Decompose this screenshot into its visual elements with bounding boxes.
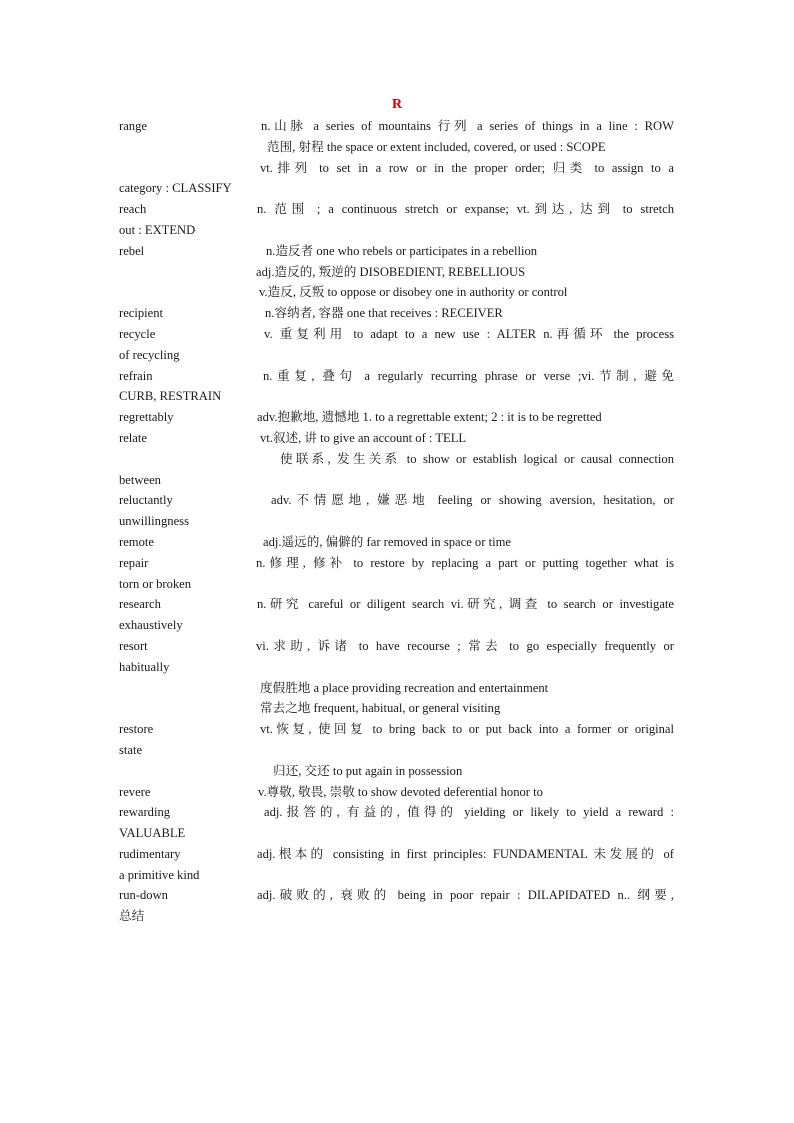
definition-line: vi.求助, 诉诸 to have recourse ; 常去 to go especially frequently or	[256, 638, 674, 653]
entry-research-cont	[119, 615, 674, 636]
definition-line: adj.造反的, 叛逆的 DISOBEDIENT, REBELLIOUS	[256, 264, 526, 279]
definition-line: n.修理, 修补 to restore by replacing a part or putting together what is	[256, 555, 674, 570]
definition-continuation: 总结	[119, 909, 145, 924]
entry-remote	[119, 532, 674, 553]
headword: research	[119, 597, 161, 612]
headword: relate	[119, 430, 147, 445]
definition-line: v.尊敬, 敬畏, 崇敬 to show devoted deferential honor to	[258, 784, 543, 799]
entry-restore-cont	[119, 740, 674, 761]
vocabulary-list	[119, 116, 674, 927]
entry-regrettably	[119, 407, 674, 428]
definition-line: v. 重复利用 to adapt to a new use : ALTER n.再循环 the process	[264, 326, 674, 341]
section-letter: R	[391, 97, 403, 112]
definition-line: 范围, 射程 the space or extent included, covered, or used : SCOPE	[267, 139, 606, 154]
entry-rewarding	[119, 802, 674, 823]
definition-line: n.容纳者, 容器 one that receives : RECEIVER	[265, 306, 503, 321]
definition-line: vt.排列 to set in a row or in the proper order; 归类 to assign to a	[260, 160, 674, 175]
definition-continuation: of recycling	[119, 347, 180, 362]
entry-restore-line-2	[119, 761, 674, 782]
entry-resort-line-3	[119, 698, 674, 719]
definition-line: 度假胜地 a place providing recreation and entertainment	[260, 680, 549, 695]
entry-refrain	[119, 366, 674, 387]
definition-line: 归还, 交还 to put again in possession	[273, 763, 463, 778]
headword: run-down	[119, 888, 168, 903]
entry-range-line-2	[119, 137, 674, 158]
entry-reach-cont	[119, 220, 674, 241]
definition-line: adv.抱歉地, 遗憾地 1. to a regrettable extent; 2 : it is to be regretted	[257, 410, 602, 425]
definition-continuation: CURB, RESTRAIN	[119, 389, 222, 404]
definition-line: adj.根本的 consisting in first principles: FUNDAMENTAL 未发展的 of	[257, 846, 674, 861]
definition-line: adj.遥远的, 偏僻的 far removed in space or time	[263, 534, 511, 549]
entry-resort-line-2	[119, 678, 674, 699]
definition-continuation: category : CLASSIFY	[119, 181, 232, 196]
entry-reluctantly-cont	[119, 511, 674, 532]
definition-continuation: exhaustively	[119, 618, 183, 633]
definition-line: adj.破败的, 衰败的 being in poor repair : DILAPIDATED n.. 纲要,	[257, 888, 674, 903]
entry-repair	[119, 553, 674, 574]
entry-recycle-cont	[119, 345, 674, 366]
headword: remote	[119, 534, 154, 549]
entry-relate-cont	[119, 470, 674, 491]
entry-recipient	[119, 303, 674, 324]
definition-line: adv.不情愿地, 嫌恶地 feeling or showing aversion, hesitation, or	[271, 493, 674, 508]
entry-resort	[119, 636, 674, 657]
headword: rewarding	[119, 805, 171, 820]
entry-rudimentary	[119, 844, 674, 865]
entry-revere	[119, 782, 674, 803]
entry-rebel-line-2	[119, 262, 674, 283]
headword: reach	[119, 202, 147, 217]
entry-range	[119, 116, 674, 137]
definition-continuation: torn or broken	[119, 576, 192, 591]
definition-line: vt.恢复, 使回复 to bring back to or put back into a former or original	[260, 722, 674, 737]
headword: restore	[119, 722, 154, 737]
entry-refrain-cont	[119, 386, 674, 407]
headword: repair	[119, 555, 149, 570]
definition-continuation: state	[119, 742, 143, 757]
entry-recycle	[119, 324, 674, 345]
definition-line: 常去之地 frequent, habitual, or general visiting	[260, 701, 501, 716]
definition-line: v.造反, 反叛 to oppose or disobey one in authority or control	[259, 285, 568, 300]
entry-relate-line-2	[119, 449, 674, 470]
entry-range-cont	[119, 178, 674, 199]
definition-line: 使联系, 发生关系 to show or establish logical or causal connection	[280, 451, 674, 466]
definition-line: n.造反者 one who rebels or participates in a rebellion	[266, 243, 538, 258]
entry-range-line-3	[119, 158, 674, 179]
entry-rebel	[119, 241, 674, 262]
headword: resort	[119, 638, 148, 653]
entry-run-down	[119, 885, 674, 906]
entry-rudimentary-cont	[119, 865, 674, 886]
entry-run-down-cont	[119, 906, 674, 927]
definition-continuation: unwillingness	[119, 514, 189, 529]
entry-reach	[119, 199, 674, 220]
headword: reluctantly	[119, 493, 173, 508]
headword: recycle	[119, 326, 156, 341]
headword: rudimentary	[119, 846, 181, 861]
definition-continuation: between	[119, 472, 161, 487]
entry-rebel-line-3	[119, 282, 674, 303]
entry-resort-cont	[119, 657, 674, 678]
definition-line: vt.叙述, 讲 to give an account of : TELL	[260, 430, 467, 445]
headword: revere	[119, 784, 151, 799]
headword: recipient	[119, 306, 164, 321]
headword: rebel	[119, 243, 145, 258]
definition-line: adj.报答的, 有益的, 值得的 yielding or likely to yield a reward :	[264, 805, 674, 820]
entry-relate	[119, 428, 674, 449]
entry-rewarding-cont	[119, 823, 674, 844]
entry-research	[119, 594, 674, 615]
definition-line: n. 范围 ; a continuous stretch or expanse; vt.到达, 达到 to stretch	[257, 202, 674, 217]
definition-continuation: out : EXTEND	[119, 222, 196, 237]
definition-continuation: a primitive kind	[119, 867, 200, 882]
definition-line: n.山脉 a series of mountains 行列 a series of things in a line : ROW	[261, 119, 674, 133]
headword: range	[119, 119, 147, 133]
definition-line: n.研究 careful or diligent search vi.研究, 调查 to search or investigate	[257, 597, 674, 612]
definition-continuation: habitually	[119, 659, 170, 674]
definition-continuation: VALUABLE	[119, 826, 186, 841]
headword: refrain	[119, 368, 153, 383]
headword: regrettably	[119, 410, 174, 425]
entry-restore	[119, 719, 674, 740]
definition-line: n.重复, 叠句 a regularly recurring phrase or verse ;vi.节制, 避免	[263, 368, 674, 383]
entry-reluctantly	[119, 490, 674, 511]
entry-repair-cont	[119, 574, 674, 595]
